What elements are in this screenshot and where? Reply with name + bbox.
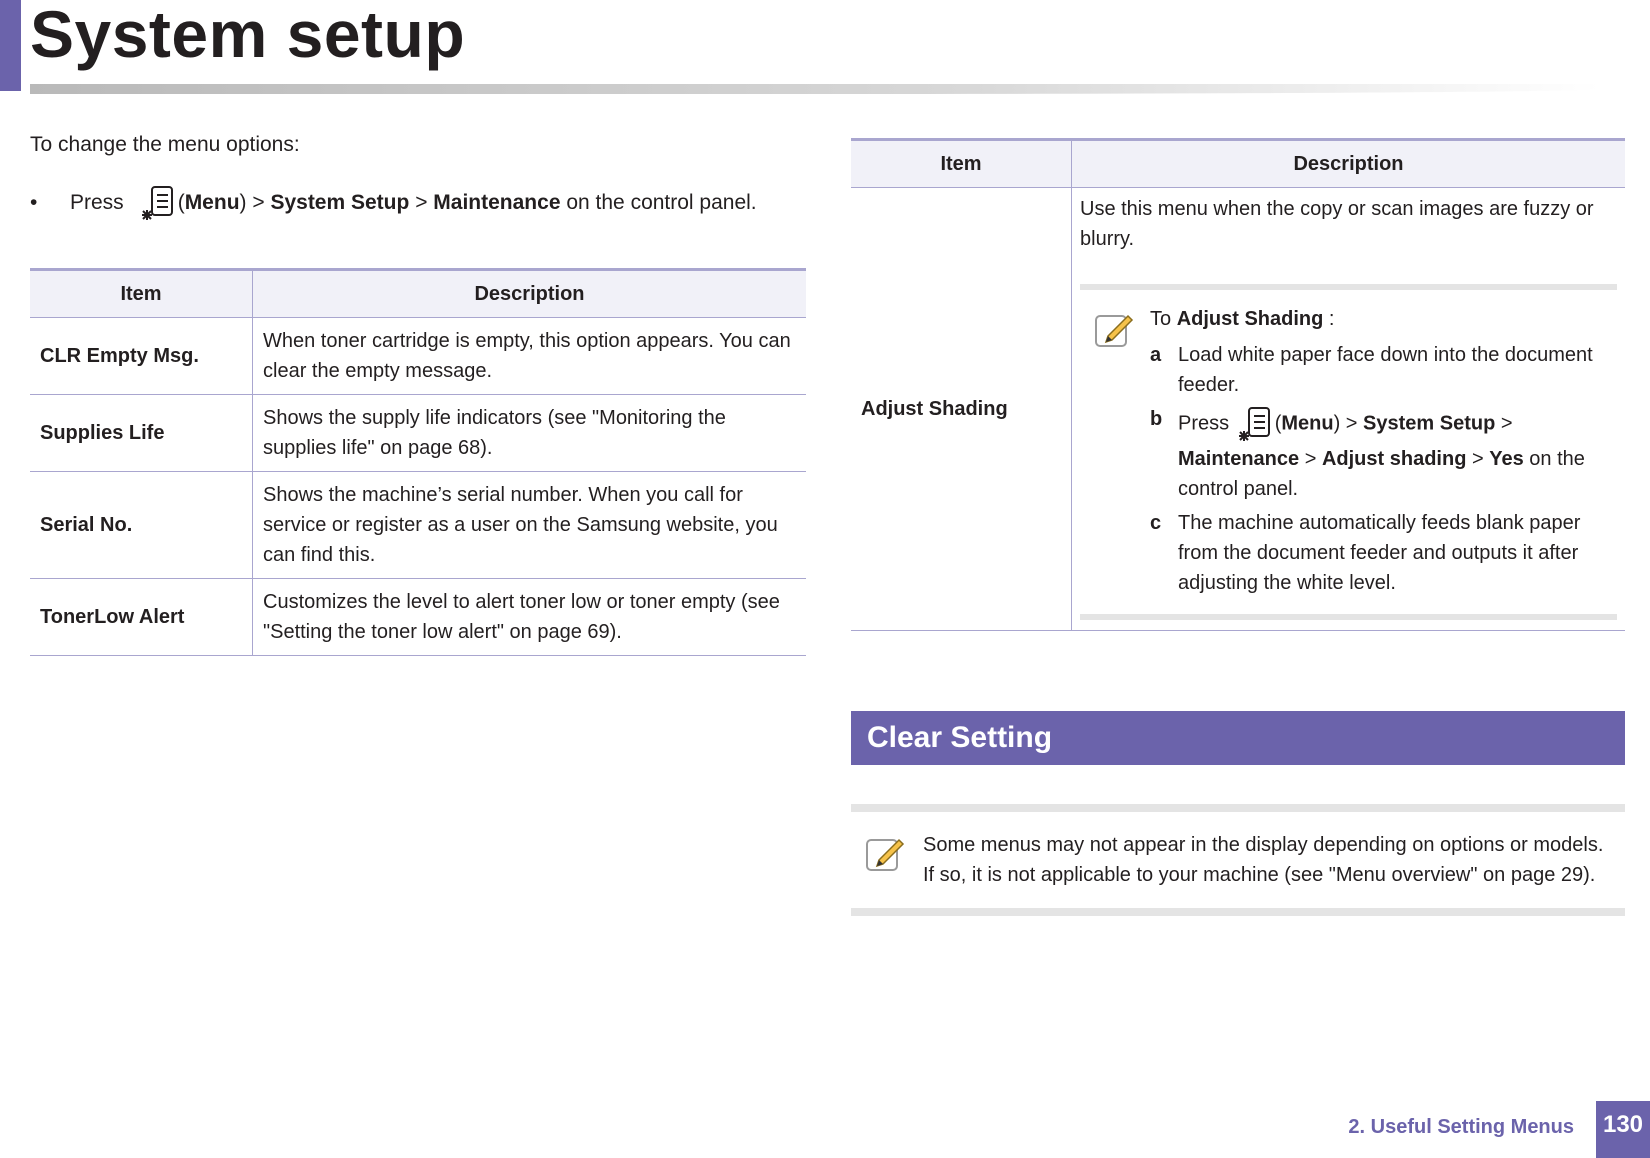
step-item — [1150, 340, 1611, 400]
menu-label: Menu — [184, 191, 240, 214]
table-row — [30, 472, 806, 579]
page-number: 130 — [1596, 1101, 1650, 1158]
instruction-tail: on the control panel. — [566, 191, 757, 214]
adjust-shading-table — [851, 138, 1625, 631]
bullet: • — [30, 191, 38, 214]
clear-setting-note — [851, 804, 1625, 916]
row-item: CLR Empty Msg. — [30, 318, 253, 395]
table-row — [851, 188, 1625, 631]
menu-icon — [1235, 404, 1275, 444]
adjust-shading-description: Use this menu when the copy or scan images are fuzzy or blurry. — [1080, 198, 1594, 250]
maintenance-table — [30, 268, 806, 656]
row-item: Adjust Shading — [851, 188, 1072, 631]
row-description: Shows the machine’s serial number. When you call for service or register as a user on the Samsung website, you can find this. — [253, 472, 807, 579]
intro-instruction — [30, 183, 757, 223]
step-item — [1150, 404, 1611, 504]
adjust-shading-note — [1080, 284, 1617, 620]
note-pencil-icon — [1094, 310, 1134, 350]
row-description: When toner cartridge is empty, this option appears. You can clear the empty message. — [253, 318, 807, 395]
paren: ( — [177, 191, 185, 214]
row-item: TonerLow Alert — [30, 579, 253, 656]
step-letter: a — [1150, 344, 1162, 366]
table-row — [30, 318, 806, 395]
intro-text: To change the menu options: — [30, 133, 300, 156]
step-text: Press (Menu) > System Setup > Maintenance > Adjust shading > Yes on the control panel. — [1178, 404, 1611, 504]
row-description — [1072, 188, 1626, 631]
step-text: The machine automatically feeds blank paper from the document feeder and outputs it after adjusting the white level. — [1178, 512, 1581, 594]
table-row — [30, 579, 806, 656]
column-header-item: Item — [30, 270, 253, 318]
column-header-description: Description — [253, 270, 807, 318]
page-title: System setup — [30, 0, 466, 71]
note-text: Some menus may not appear in the display depending on options or models. If so, it is not applicable to your machine (see "Menu overview" on page 29). — [923, 834, 1604, 886]
step-list — [1150, 340, 1611, 598]
row-description: Customizes the level to alert toner low or toner empty (see "Setting the toner low alert" on page 69). — [253, 579, 807, 656]
press-text: Press — [70, 191, 124, 214]
column-header-description: Description — [1072, 140, 1626, 188]
chapter-label: 2. Useful Setting Menus — [1348, 1116, 1574, 1138]
column-header-item: Item — [851, 140, 1072, 188]
maintenance-label: Maintenance — [433, 191, 561, 214]
note-title: Adjust Shading — [1176, 308, 1324, 330]
step-text: Load white paper face down into the document feeder. — [1178, 344, 1593, 396]
row-description: Shows the supply life indicators (see "Monitoring the supplies life" on page 68). — [253, 395, 807, 472]
system-setup-label: System Setup — [270, 191, 410, 214]
title-underline — [30, 84, 1600, 94]
row-item: Supplies Life — [30, 395, 253, 472]
header-accent-bar — [0, 0, 21, 91]
step-letter: c — [1150, 512, 1162, 534]
section-heading: Clear Setting — [851, 711, 1625, 765]
separator: ) > — [239, 191, 265, 214]
row-item: Serial No. — [30, 472, 253, 579]
table-header-row — [30, 270, 806, 318]
table-header-row — [851, 140, 1625, 188]
table-row — [30, 395, 806, 472]
step-item — [1150, 508, 1611, 598]
separator: > — [415, 191, 428, 214]
note-pencil-icon — [865, 834, 905, 874]
step-letter: b — [1150, 408, 1163, 430]
note-heading: To Adjust Shading : — [1150, 308, 1335, 330]
menu-icon — [138, 183, 178, 223]
